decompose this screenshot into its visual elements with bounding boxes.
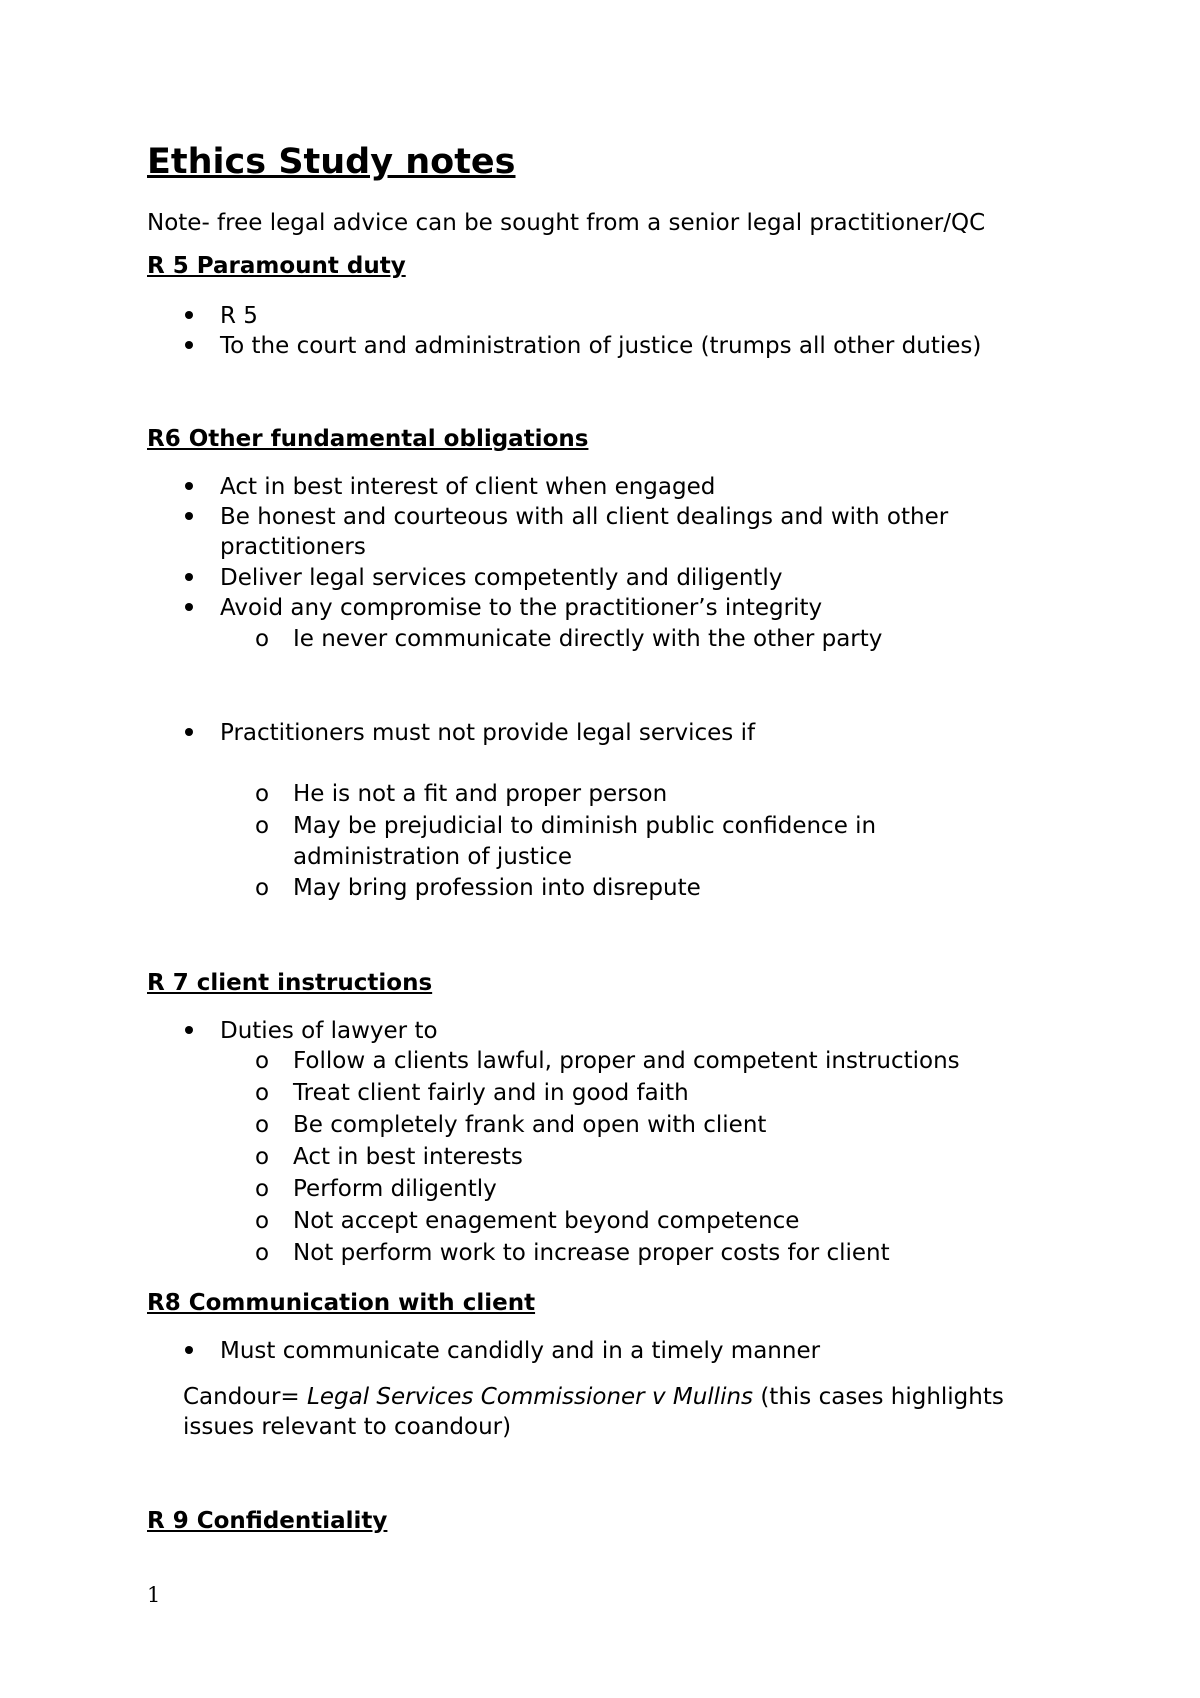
candour-prefix: Candour=	[183, 1384, 308, 1410]
candour-paragraph-line2: issues relevant to coandour)	[183, 1414, 512, 1440]
sub-bullet-glyph: o	[255, 1208, 270, 1234]
sub-list-item: Not perform work to increase proper costs for client	[293, 1240, 890, 1266]
sub-list-item: He is not a fit and proper person	[293, 781, 668, 807]
bullet-dot	[183, 1336, 195, 1366]
case-citation: Legal Services Commissioner v Mullins	[307, 1384, 754, 1410]
bullet-dot	[183, 563, 195, 593]
sub-bullet-glyph: o	[255, 626, 270, 652]
list-item: Avoid any compromise to the practitioner’s integrity	[220, 595, 823, 621]
sub-bullet-glyph: o	[255, 1080, 270, 1106]
sub-list-item: Act in best interests	[293, 1144, 523, 1170]
bullet-dot	[183, 718, 195, 748]
list-item: To the court and administration of justice (trumps all other duties)	[220, 333, 982, 359]
sub-list-item: May be prejudicial to diminish public confidence in	[293, 813, 877, 839]
list-item: R 5	[220, 303, 258, 329]
sub-list-item: Treat client fairly and in good faith	[293, 1080, 689, 1106]
sub-bullet-glyph: o	[255, 813, 270, 839]
sub-list-item: May bring profession into disrepute	[293, 875, 701, 901]
bullet-dot	[183, 331, 195, 361]
bullet-dot	[183, 472, 195, 502]
sub-list-item: Ie never communicate directly with the other party	[293, 626, 883, 652]
sub-bullet-glyph: o	[255, 1144, 270, 1170]
document-title: Ethics Study notes	[147, 142, 516, 182]
sub-bullet-glyph: o	[255, 1112, 270, 1138]
heading-r9: R 9 Confidentiality	[147, 1508, 388, 1534]
sub-bullet-glyph: o	[255, 781, 270, 807]
bullet-dot	[183, 593, 195, 623]
sub-list-item-continuation: administration of justice	[293, 844, 573, 870]
list-item-continuation: practitioners	[220, 534, 366, 560]
sub-bullet-glyph: o	[255, 875, 270, 901]
list-item: Practitioners must not provide legal services if	[220, 720, 756, 746]
list-item: Must communicate candidly and in a timely manner	[220, 1338, 821, 1364]
heading-r5: R 5 Paramount duty	[147, 253, 406, 279]
heading-r6: R6 Other fundamental obligations	[147, 426, 589, 452]
sub-list-item: Be completely frank and open with client	[293, 1112, 767, 1138]
page-number: 1	[147, 1583, 161, 1607]
list-item: Act in best interest of client when engaged	[220, 474, 716, 500]
sub-list-item: Perform diligently	[293, 1176, 497, 1202]
candour-paragraph	[183, 1382, 1004, 1412]
list-item: Duties of lawyer to	[220, 1018, 438, 1044]
sub-bullet-glyph: o	[255, 1176, 270, 1202]
note-text: Note- free legal advice can be sought from a senior legal practitioner/QC	[147, 210, 986, 236]
sub-bullet-glyph: o	[255, 1240, 270, 1266]
bullet-dot	[183, 1016, 195, 1046]
sub-list-item: Not accept enagement beyond competence	[293, 1208, 800, 1234]
bullet-dot	[183, 301, 195, 331]
sub-bullet-glyph: o	[255, 1048, 270, 1074]
list-item: Deliver legal services competently and diligently	[220, 565, 783, 591]
bullet-dot	[183, 502, 195, 532]
candour-suffix: (this cases highlights	[753, 1384, 1004, 1410]
heading-r7: R 7 client instructions	[147, 970, 433, 996]
heading-r8: R8 Communication with client	[147, 1290, 536, 1316]
list-item: Be honest and courteous with all client dealings and with other	[220, 504, 949, 530]
sub-list-item: Follow a clients lawful, proper and competent instructions	[293, 1048, 960, 1074]
